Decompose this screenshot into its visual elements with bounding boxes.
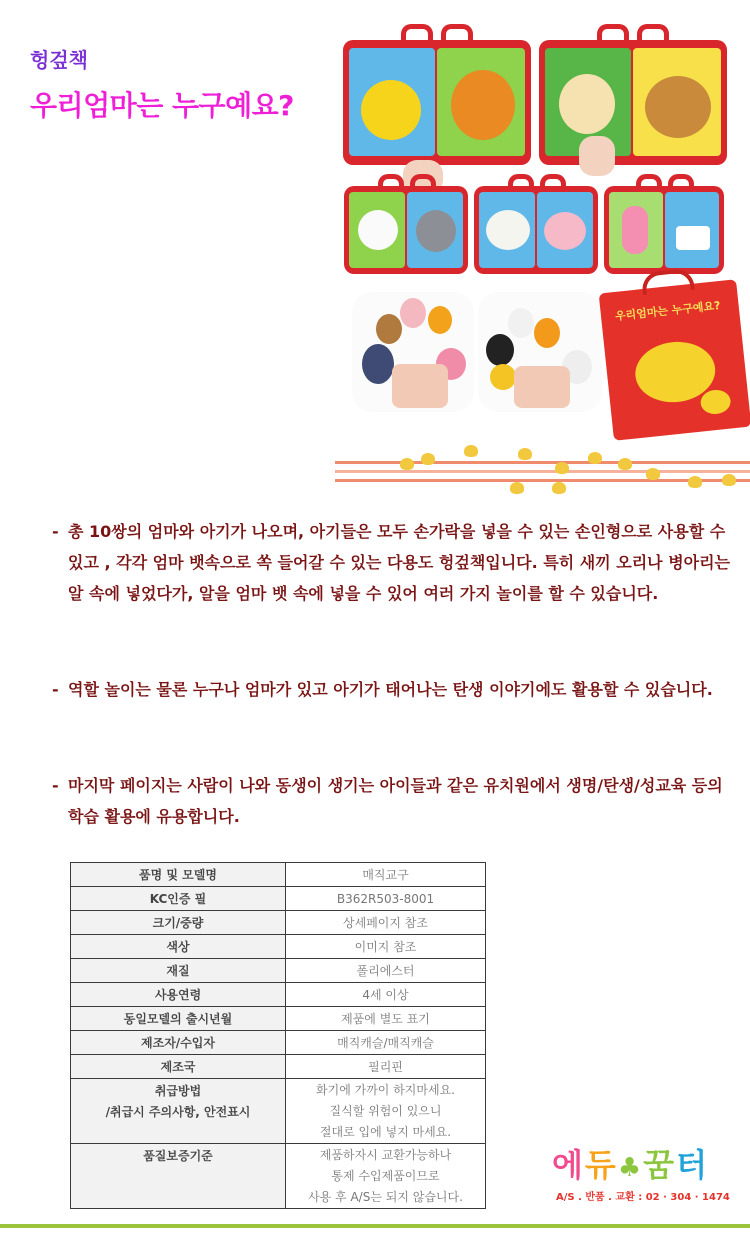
spec-value: 제품에 별도 표기 (286, 1007, 486, 1031)
spec-label: 제조국 (71, 1055, 286, 1079)
description-item-1: - 총 10쌍의 엄마와 아기가 나오며, 아기들은 모두 손가락을 넣을 수 있는 손인형으로 사용할 수 있고 , 각각 엄마 뱃속으로 쏙 들어갈 수 있는 다용도 헝겊책입니다. 특히 새끼 오리나 병아리는 알 속에 넣었다가, 알을 엄마 뱃 속에 넣을 수 있어 여러 가지 놀이를 할 수 있습니다. (52, 516, 742, 609)
spec-label: 제조자/수입자 (71, 1031, 286, 1055)
cover-title-text: 우리엄마는 누구예요? (614, 298, 722, 323)
table-row-warranty (71, 1144, 486, 1209)
spec-value-warranty (286, 1144, 486, 1209)
brand-contact: A/S . 반품 . 교환 : 02 · 304 · 1474 (556, 1192, 730, 1203)
spec-label: 재질 (71, 959, 286, 983)
description-text-2: 역할 놀이는 물론 누구나 엄마가 있고 아기가 태어나는 탄생 이야기에도 활용할 수 있습니다. (68, 680, 713, 699)
category-label: 헝겊책 (30, 48, 88, 72)
warranty-value-line: 사용 후 A/S는 되지 않습니다. (308, 1189, 463, 1204)
logo-char: 꿈 (643, 1146, 677, 1184)
spec-value: 상세페이지 참조 (286, 911, 486, 935)
spec-value: 필리핀 (286, 1055, 486, 1079)
spec-label-warranty (71, 1144, 286, 1209)
description-text-1: 총 10쌍의 엄마와 아기가 나오며, 아기들은 모두 손가락을 넣을 수 있는 손인형으로 사용할 수 있고 , 각각 엄마 뱃속으로 쏙 들어갈 수 있는 다용도 헝겊책입니다. 특히 새끼 오리나 병아리는 알 속에 넣었다가, 알을 엄마 뱃 속에 넣을 수 있어 여러 가지 놀이를 할 수 있습니다. (68, 522, 731, 603)
care-value-line: 화기에 가까이 하지마세요. (316, 1082, 455, 1097)
table-row (71, 959, 486, 983)
logo-char: 에 (552, 1146, 585, 1184)
care-label-line-1: 취급방법 (154, 1084, 202, 1098)
spec-value: 이미지 참조 (286, 935, 486, 959)
spec-value: 매직캐슬/매직캐슬 (286, 1031, 486, 1055)
care-value-line: 질식할 위험이 있으니 (329, 1103, 442, 1118)
product-spec-table (70, 862, 486, 1209)
spec-label-care (71, 1079, 286, 1144)
table-row (71, 1031, 486, 1055)
brand-logo (552, 1140, 730, 1203)
finger-puppets-photo-2 (478, 292, 602, 412)
care-label-line-2: /취급시 주의사항, 안전표시 (105, 1105, 251, 1119)
spec-label: 사용연령 (71, 983, 286, 1007)
book-photo-duck-hen (343, 40, 531, 165)
spec-value-care (286, 1079, 486, 1144)
table-row (71, 887, 486, 911)
book-cover-bag-photo (599, 279, 750, 441)
book-photo-cow-elephant (344, 186, 468, 274)
product-title: 우리엄마는 누구예요? (30, 89, 294, 122)
logo-char: 듀 (584, 1146, 618, 1184)
warranty-value-line: 통제 수입제품이므로 (331, 1168, 440, 1183)
table-row (71, 935, 486, 959)
table-row (71, 1007, 486, 1031)
warranty-label: 품질보증기준 (143, 1149, 213, 1163)
logo-char: 터 (676, 1146, 709, 1184)
description-text-3: 마지막 페이지는 사람이 나와 동생이 생기는 아이들과 같은 유치원에서 생명/탄생/성교육 등의 학습 활용에 유용합니다. (68, 776, 723, 826)
table-row-care (71, 1079, 486, 1144)
spec-value: 폴리에스터 (286, 959, 486, 983)
table-row (71, 911, 486, 935)
book-photo-sheep-pig (474, 186, 598, 274)
description-item-3: - 마지막 페이지는 사람이 나와 동생이 생기는 아이들과 같은 유치원에서 생명/탄생/성교육 등의 학습 활용에 유용합니다. (52, 770, 742, 832)
spec-value: 매직교구 (286, 863, 486, 887)
description-item-2: - 역할 놀이는 물론 누구나 엄마가 있고 아기가 태어나는 탄생 이야기에도 활용할 수 있습니다. (52, 674, 742, 705)
table-row (71, 863, 486, 887)
spec-label: 품명 및 모델명 (71, 863, 286, 887)
spec-label: 색상 (71, 935, 286, 959)
table-row (71, 1055, 486, 1079)
spec-label: 크기/중량 (71, 911, 286, 935)
spec-value: 4세 이상 (286, 983, 486, 1007)
warranty-value-line: 제품하자시 교환가능하나 (319, 1147, 452, 1162)
book-photo-cat-horse (539, 40, 727, 165)
book-photo-mother-baby (604, 186, 724, 274)
clover-icon: ♣ (617, 1153, 644, 1183)
brand-logo-word (552, 1140, 730, 1186)
footer-divider (0, 1224, 750, 1228)
finger-puppets-photo-1 (352, 292, 474, 412)
spec-value: B362R503-8001 (286, 887, 486, 911)
spec-label: 동일모델의 출시년월 (71, 1007, 286, 1031)
care-value-line: 절대로 입에 넣지 마세요. (319, 1124, 452, 1139)
table-row (71, 983, 486, 1007)
spec-label: KC인증 필 (71, 887, 286, 911)
